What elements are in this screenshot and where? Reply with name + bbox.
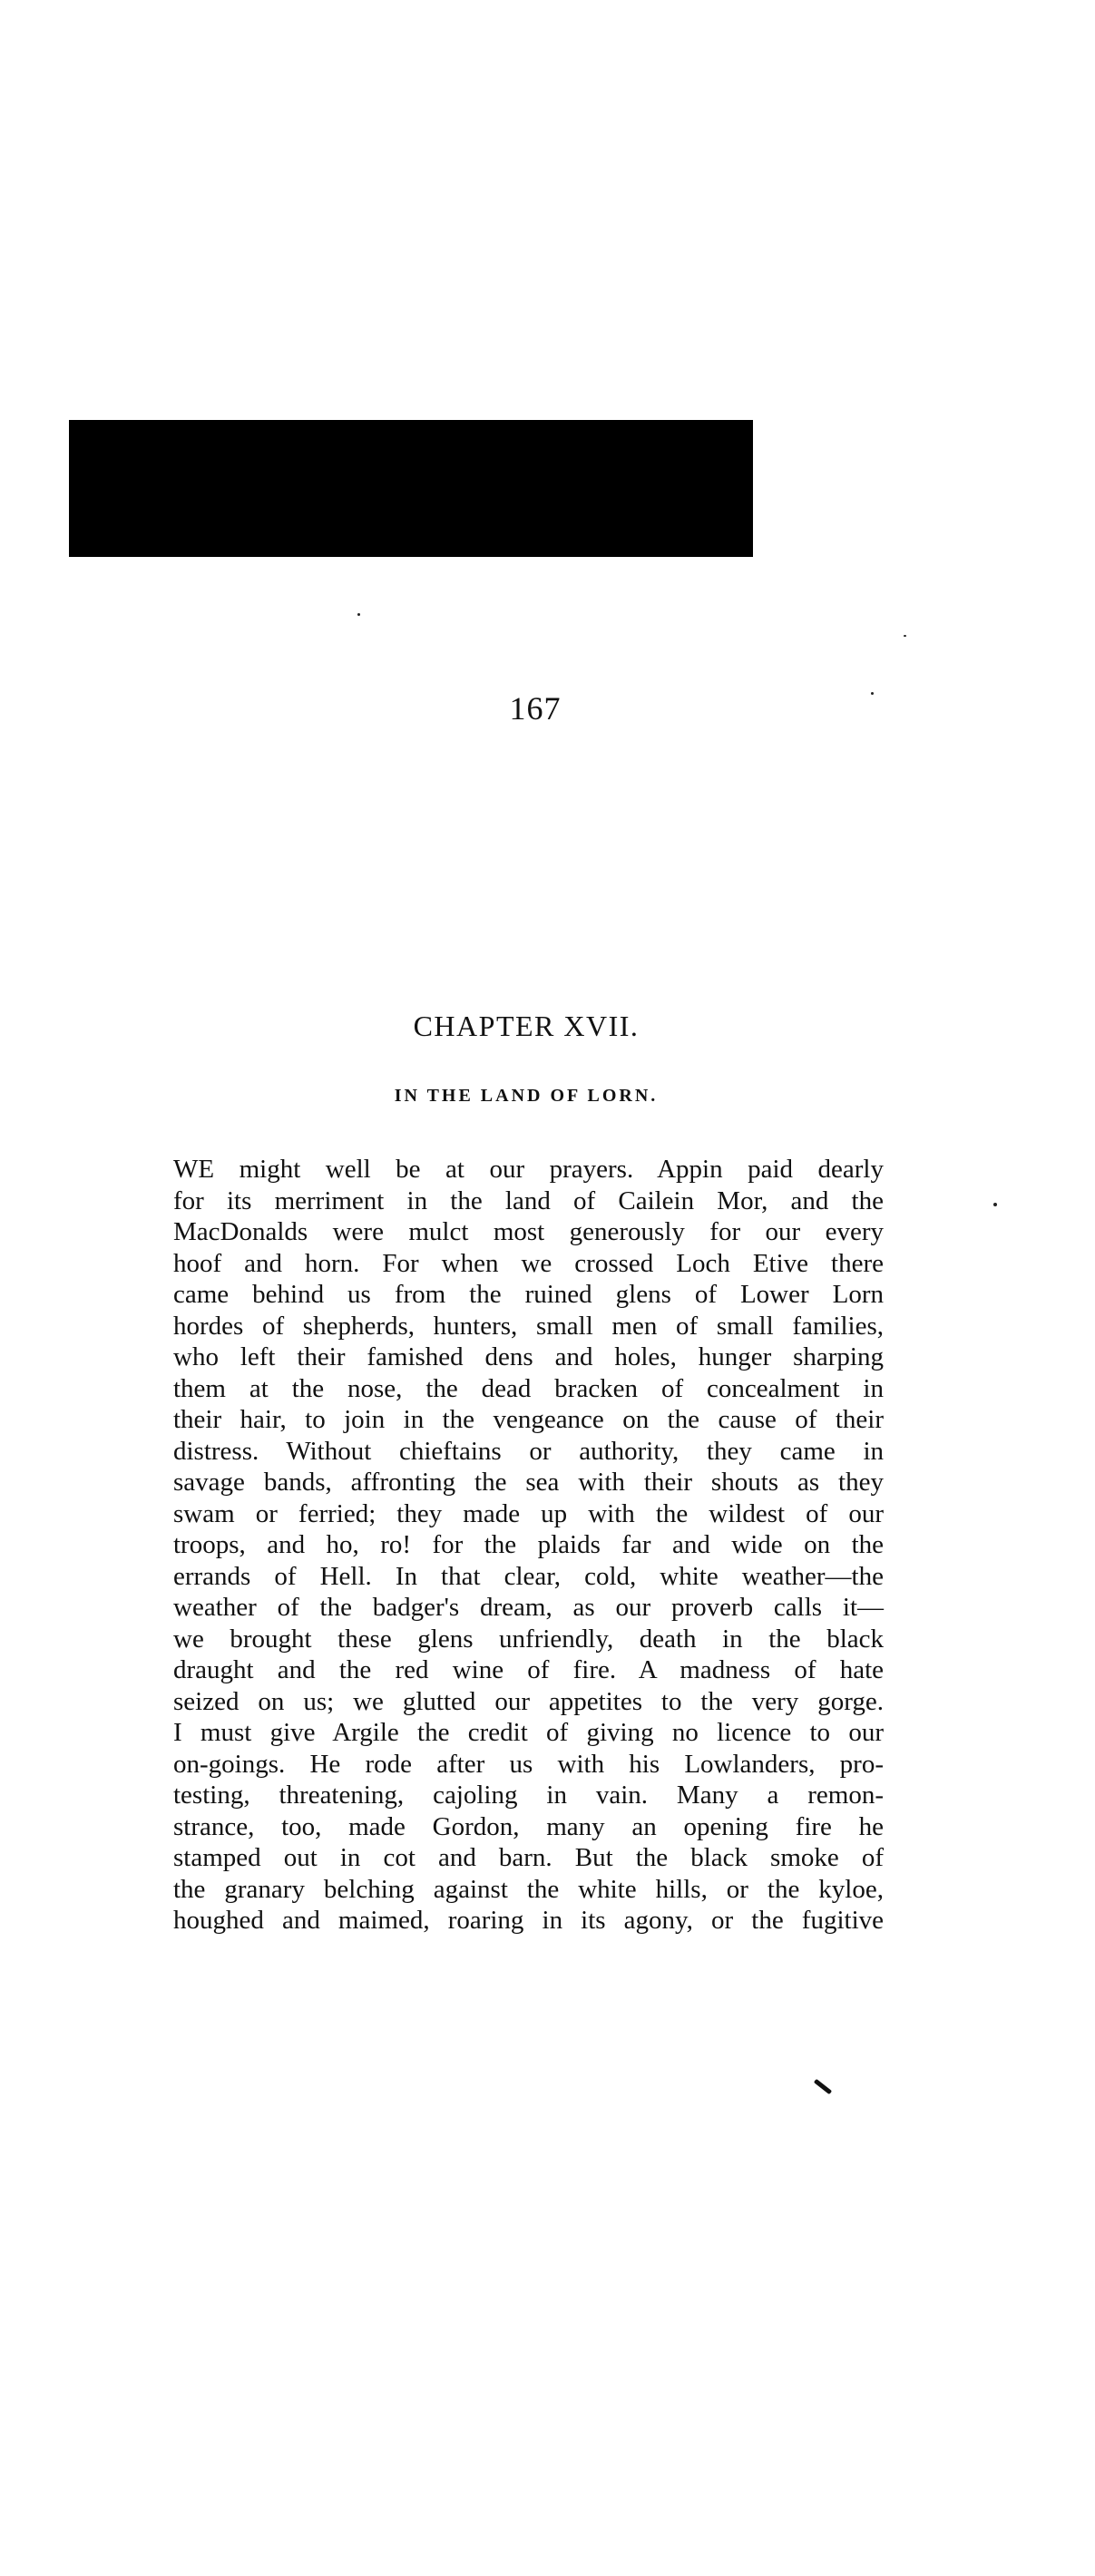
text-line: troops, and ho, ro! for the plaids far and wide on the xyxy=(173,1530,884,1559)
text-line: hoof and horn. For when we crossed Loch Etive there xyxy=(173,1248,884,1278)
text-line: savage bands, affronting the sea with their shouts as they xyxy=(173,1468,884,1497)
text-line: hordes of shepherds, hunters, small men of small families, xyxy=(173,1311,884,1341)
text-line: I must give Argile the credit of giving no licence to our xyxy=(173,1718,884,1747)
scan-speck xyxy=(357,613,360,616)
text-line: them at the nose, the dead bracken of concealment in xyxy=(173,1373,884,1403)
text-line: came behind us from the ruined glens of Lower Lorn xyxy=(173,1280,884,1309)
scan-mark xyxy=(814,2079,832,2094)
text-line: WE might well be at our prayers. Appin paid dearly xyxy=(173,1155,884,1184)
text-line: stamped out in cot and barn. But the black smoke of xyxy=(173,1843,884,1872)
text-line: houghed and maimed, roaring in its agony, or the fugitive xyxy=(173,1906,884,1935)
text-line: draught and the red wine of fire. A madness of hate xyxy=(173,1655,884,1684)
chapter-subtitle: IN THE LAND OF LORN. xyxy=(394,1086,659,1106)
text-line: errands of Hell. In that clear, cold, white weather—the xyxy=(173,1561,884,1591)
text-line: strance, too, made Gordon, many an opening fire he xyxy=(173,1811,884,1841)
text-line: distress. Without chieftains or authority, they came in xyxy=(173,1436,884,1466)
text-line: testing, threatening, cajoling in vain. Many a remon- xyxy=(173,1781,884,1810)
text-line: weather of the badger's dream, as our proverb calls it— xyxy=(173,1593,884,1622)
text-line: we brought these glens unfriendly, death in the black xyxy=(173,1624,884,1654)
text-line: on-goings. He rode after us with his Lowlanders, pro- xyxy=(173,1749,884,1779)
scan-speck xyxy=(993,1203,997,1206)
text-line: who left their famished dens and holes, hunger sharping xyxy=(173,1342,884,1371)
chapter-title: CHAPTER XVII. xyxy=(413,1010,640,1042)
text-line: MacDonalds were mulct most generously for our every xyxy=(173,1217,884,1246)
text-line: the granary belching against the white hills, or the kyloe, xyxy=(173,1874,884,1904)
page-number: 167 xyxy=(509,690,562,727)
text-line: their hair, to join in the vengeance on the cause of their xyxy=(173,1405,884,1434)
redaction-block xyxy=(69,420,753,557)
text-line: for its merriment in the land of Cailein Mor, and the xyxy=(173,1186,884,1215)
body-text xyxy=(173,1154,884,1937)
text-line: swam or ferried; they made up with the wildest of our xyxy=(173,1498,884,1528)
text-line: seized on us; we glutted our appetites to the very gorge. xyxy=(173,1686,884,1716)
scan-speck xyxy=(904,635,906,637)
